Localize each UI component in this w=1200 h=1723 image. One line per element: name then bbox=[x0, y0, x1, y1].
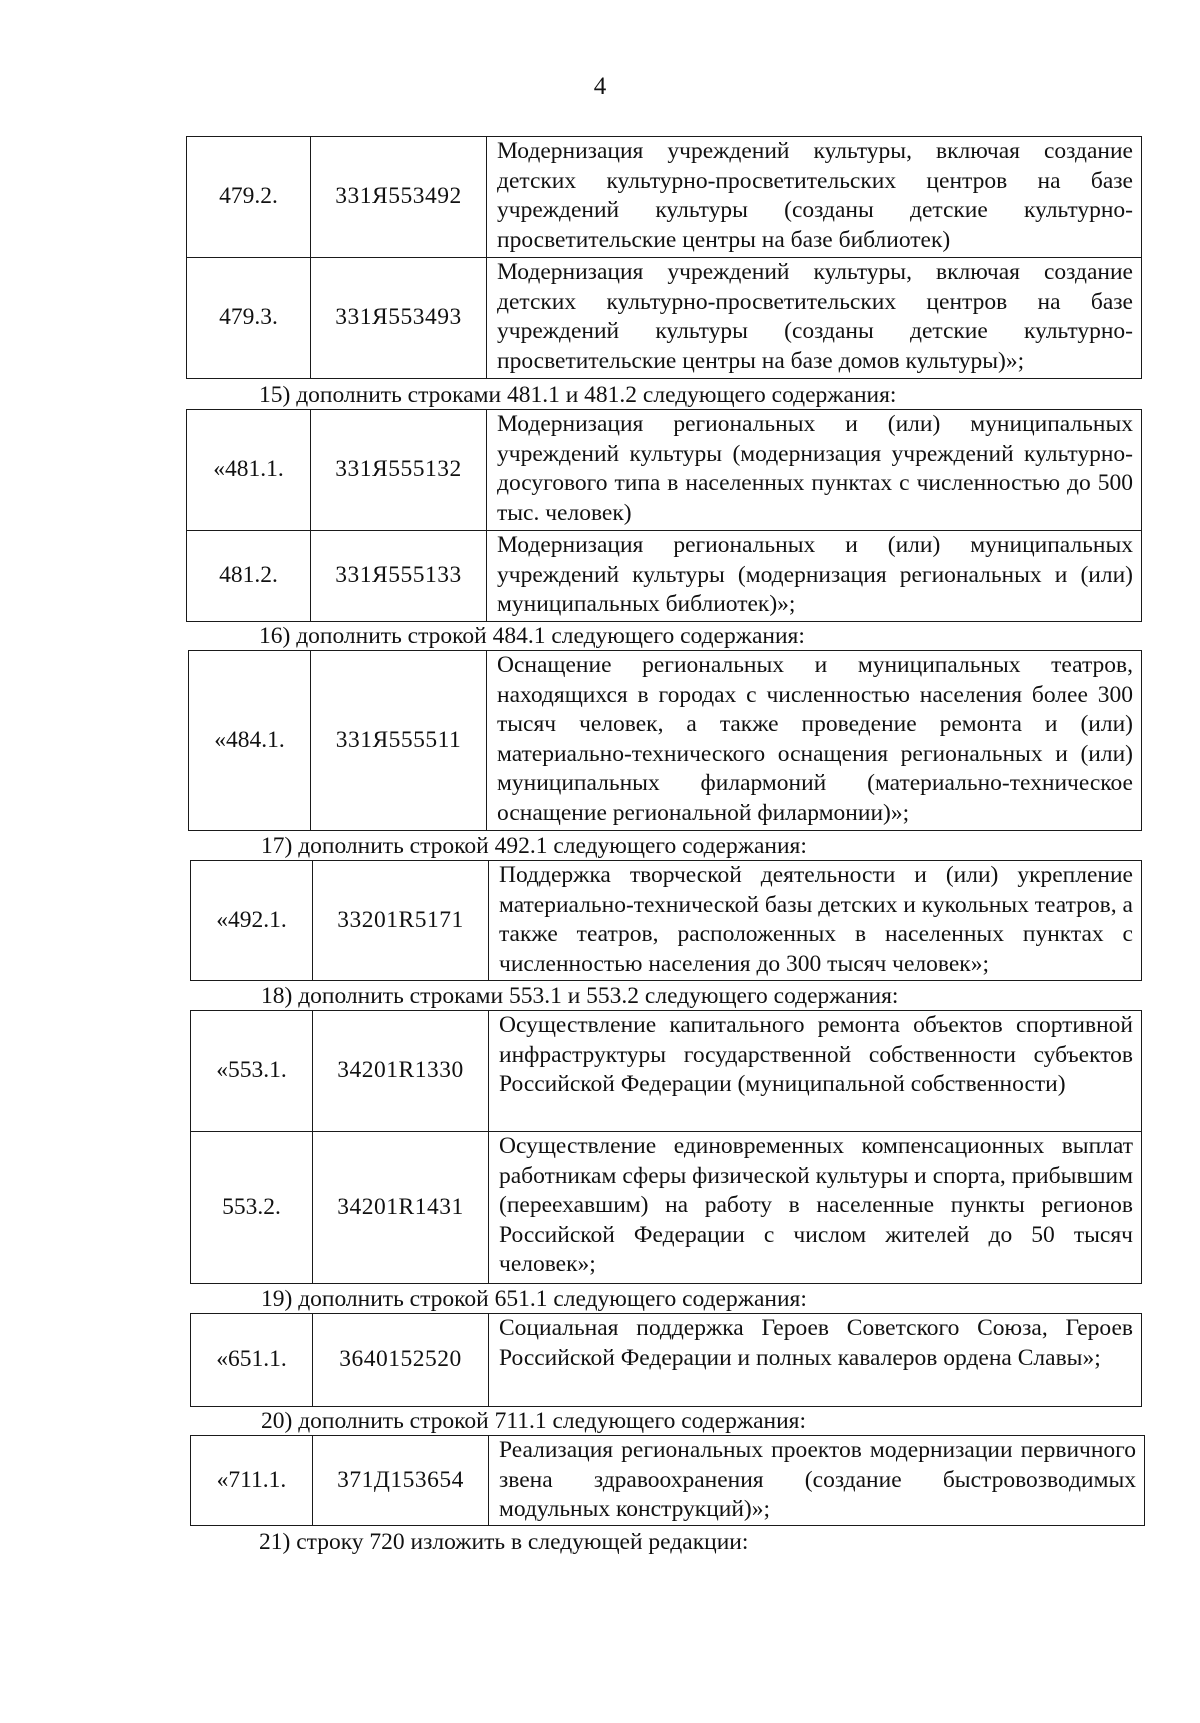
table-rows-484 bbox=[188, 650, 1142, 831]
row-number: 481.2. bbox=[187, 531, 311, 622]
row-code: 331Я555511 bbox=[311, 651, 487, 831]
row-description: Модернизация региональных и (или) муниципальных учреждений культуры (модернизация учреждений культурно-досугового типа в населенных пунктах с численностью до 500 тыс. человек) bbox=[487, 410, 1142, 531]
row-number: «711.1. bbox=[191, 1436, 313, 1526]
amendment-instruction: 16) дополнить строкой 484.1 следующего содержания: bbox=[259, 623, 805, 649]
table-row bbox=[191, 1132, 1142, 1284]
amendment-instruction: 20) дополнить строкой 711.1 следующего содержания: bbox=[261, 1408, 806, 1434]
row-code: 34201R1431 bbox=[313, 1132, 489, 1284]
row-code: 33201R5171 bbox=[313, 861, 489, 981]
table-rows-651 bbox=[190, 1313, 1142, 1407]
amendment-instruction: 19) дополнить строкой 651.1 следующего содержания: bbox=[261, 1286, 807, 1312]
row-number: 553.2. bbox=[191, 1132, 313, 1284]
page-number: 4 bbox=[593, 73, 607, 100]
row-description: Модернизация региональных и (или) муниципальных учреждений культуры (модернизация региональных и (или) муниципальных библиотек)»; bbox=[487, 531, 1142, 622]
table-row bbox=[191, 1314, 1142, 1407]
row-number: 479.3. bbox=[187, 258, 311, 379]
row-number: «492.1. bbox=[191, 861, 313, 981]
row-code: 331Я555132 bbox=[311, 410, 487, 531]
table-rows-481 bbox=[186, 409, 1142, 622]
table-row bbox=[191, 1011, 1142, 1132]
row-description: Социальная поддержка Героев Советского Союза, Героев Российской Федерации и полных кавалеров ордена Славы»; bbox=[489, 1314, 1142, 1407]
row-description: Осуществление капитального ремонта объектов спортивной инфраструктуры государственной собственности субъектов Российской Федерации (муниципальной собственности) bbox=[489, 1011, 1142, 1132]
table-row bbox=[187, 137, 1142, 258]
amendment-instruction: 18) дополнить строками 553.1 и 553.2 следующего содержания: bbox=[261, 983, 899, 1009]
row-number: «651.1. bbox=[191, 1314, 313, 1407]
table-row bbox=[189, 651, 1142, 831]
row-number: «484.1. bbox=[189, 651, 311, 831]
row-number: 479.2. bbox=[187, 137, 311, 258]
row-code: 34201R1330 bbox=[313, 1011, 489, 1132]
table-row bbox=[187, 531, 1142, 622]
row-code: 371Д153654 bbox=[313, 1436, 489, 1526]
row-code: 331Я553492 bbox=[311, 137, 487, 258]
table-row bbox=[187, 410, 1142, 531]
row-description: Осуществление единовременных компенсационных выплат работникам сферы физической культуры и спорта, прибывшим (переехавшим) на работу в населенные пункты регионов Российской Федерации с числом жителей до 50 тысяч человек»; bbox=[489, 1132, 1142, 1284]
amendment-instruction: 21) строку 720 изложить в следующей редакции: bbox=[259, 1529, 749, 1555]
table-rows-553 bbox=[190, 1010, 1142, 1284]
row-description: Модернизация учреждений культуры, включая создание детских культурно-просветительских центров на базе учреждений культуры (созданы детские культурно-просветительские центры на базе домов культуры)»; bbox=[487, 258, 1142, 379]
row-code: 331Я555133 bbox=[311, 531, 487, 622]
table-rows-492 bbox=[190, 860, 1142, 981]
table-row bbox=[191, 1436, 1145, 1526]
row-number: «481.1. bbox=[187, 410, 311, 531]
table-row bbox=[187, 258, 1142, 379]
row-description: Реализация региональных проектов модернизации первичного звена здравоохранения (создание быстровозводимых модульных конструкций)»; bbox=[489, 1436, 1145, 1526]
table-rows-711 bbox=[190, 1435, 1145, 1526]
row-description: Поддержка творческой деятельности и (или) укрепление материально-технической базы детских и кукольных театров, а также театров, расположенных в населенных пунктах с численностью населения до 300 тысяч человек»; bbox=[489, 861, 1142, 981]
row-code: 3640152520 bbox=[313, 1314, 489, 1407]
amendment-instruction: 15) дополнить строками 481.1 и 481.2 следующего содержания: bbox=[259, 382, 897, 408]
row-description: Оснащение региональных и муниципальных театров, находящихся в городах с численностью населения более 300 тысяч человек, а также проведение ремонта и (или) материально-технического оснащения региональных и (или) муниципальных филармоний (материально-техническое оснащение региональной филармонии)»; bbox=[487, 651, 1142, 831]
row-number: «553.1. bbox=[191, 1011, 313, 1132]
amendment-instruction: 17) дополнить строкой 492.1 следующего содержания: bbox=[261, 833, 807, 859]
table-row bbox=[191, 861, 1142, 981]
row-description: Модернизация учреждений культуры, включая создание детских культурно-просветительских центров на базе учреждений культуры (созданы детские культурно-просветительские центры на базе библиотек) bbox=[487, 137, 1142, 258]
row-code: 331Я553493 bbox=[311, 258, 487, 379]
table-rows-479 bbox=[186, 136, 1142, 379]
